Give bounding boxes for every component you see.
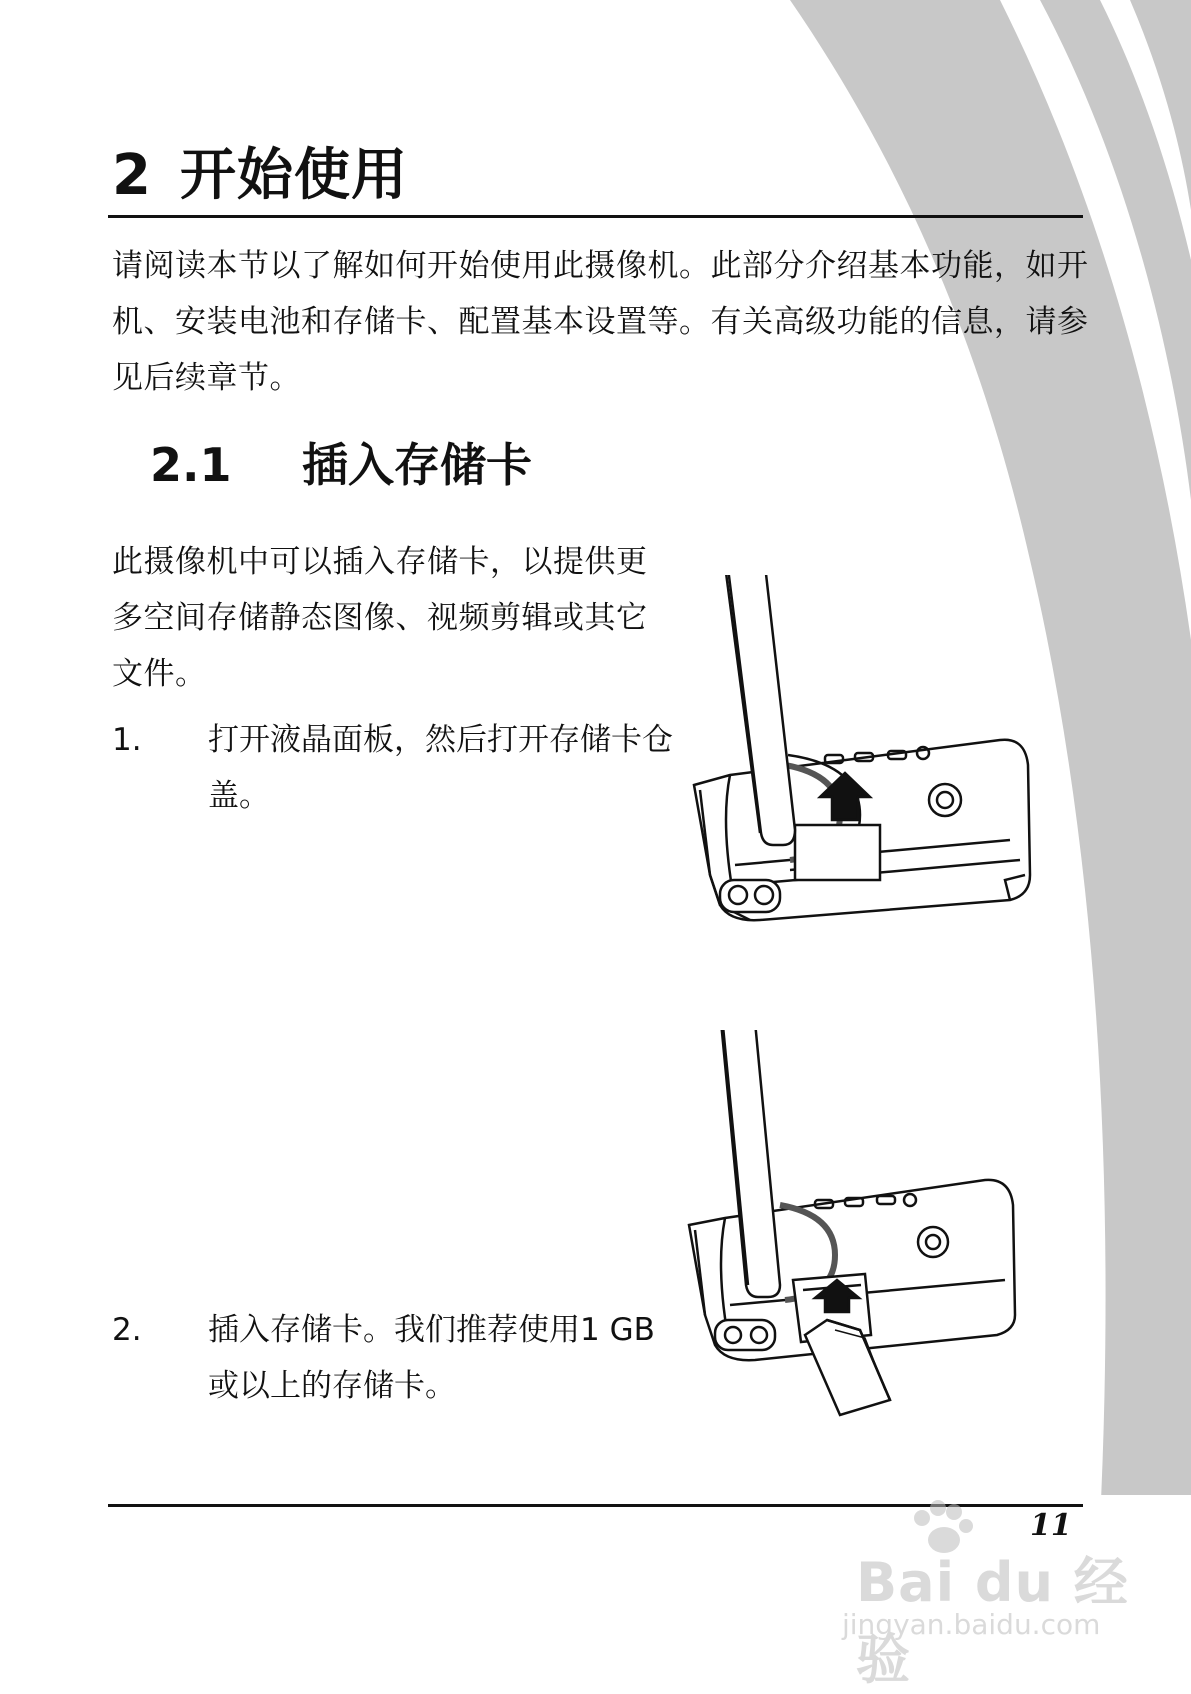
chapter-number: 2 bbox=[112, 143, 152, 208]
section-body: 此摄像机中可以插入存储卡，以提供更多空间存储静态图像、视频剪辑或其它文件。 bbox=[112, 544, 648, 692]
watermark-brand: Bai du 经验 bbox=[856, 1551, 1129, 1691]
page-number: 11 bbox=[1030, 1508, 1072, 1543]
baidu-watermark bbox=[842, 1498, 1132, 1691]
section-title-text: 插入存储卡 bbox=[302, 438, 532, 492]
watermark-url: jingyan.baidu.com bbox=[842, 1608, 1101, 1641]
camera-insert-card-illustration bbox=[685, 1030, 1035, 1500]
section-number: 2.1 bbox=[150, 438, 232, 492]
step-text: 打开液晶面板，然后打开存储卡仓盖。 bbox=[208, 722, 673, 814]
step-number: 2. bbox=[112, 1312, 142, 1348]
step-number: 1. bbox=[112, 722, 142, 758]
step-text: 插入存储卡。我们推荐使用1 GB或以上的存储卡。 bbox=[208, 1312, 655, 1404]
chapter-title bbox=[112, 143, 408, 208]
intro-paragraph: 请阅读本节以了解如何开始使用此摄像机。此部分介绍基本功能，如开机、安装电池和存储卡、配置基本设置等。有关高级功能的信息，请参见后续章节。 bbox=[112, 248, 1089, 396]
section-title bbox=[150, 438, 532, 492]
camera-open-cover-illustration bbox=[690, 575, 1035, 980]
title-divider bbox=[108, 215, 1083, 218]
chapter-title-text: 开始使用 bbox=[179, 143, 408, 208]
